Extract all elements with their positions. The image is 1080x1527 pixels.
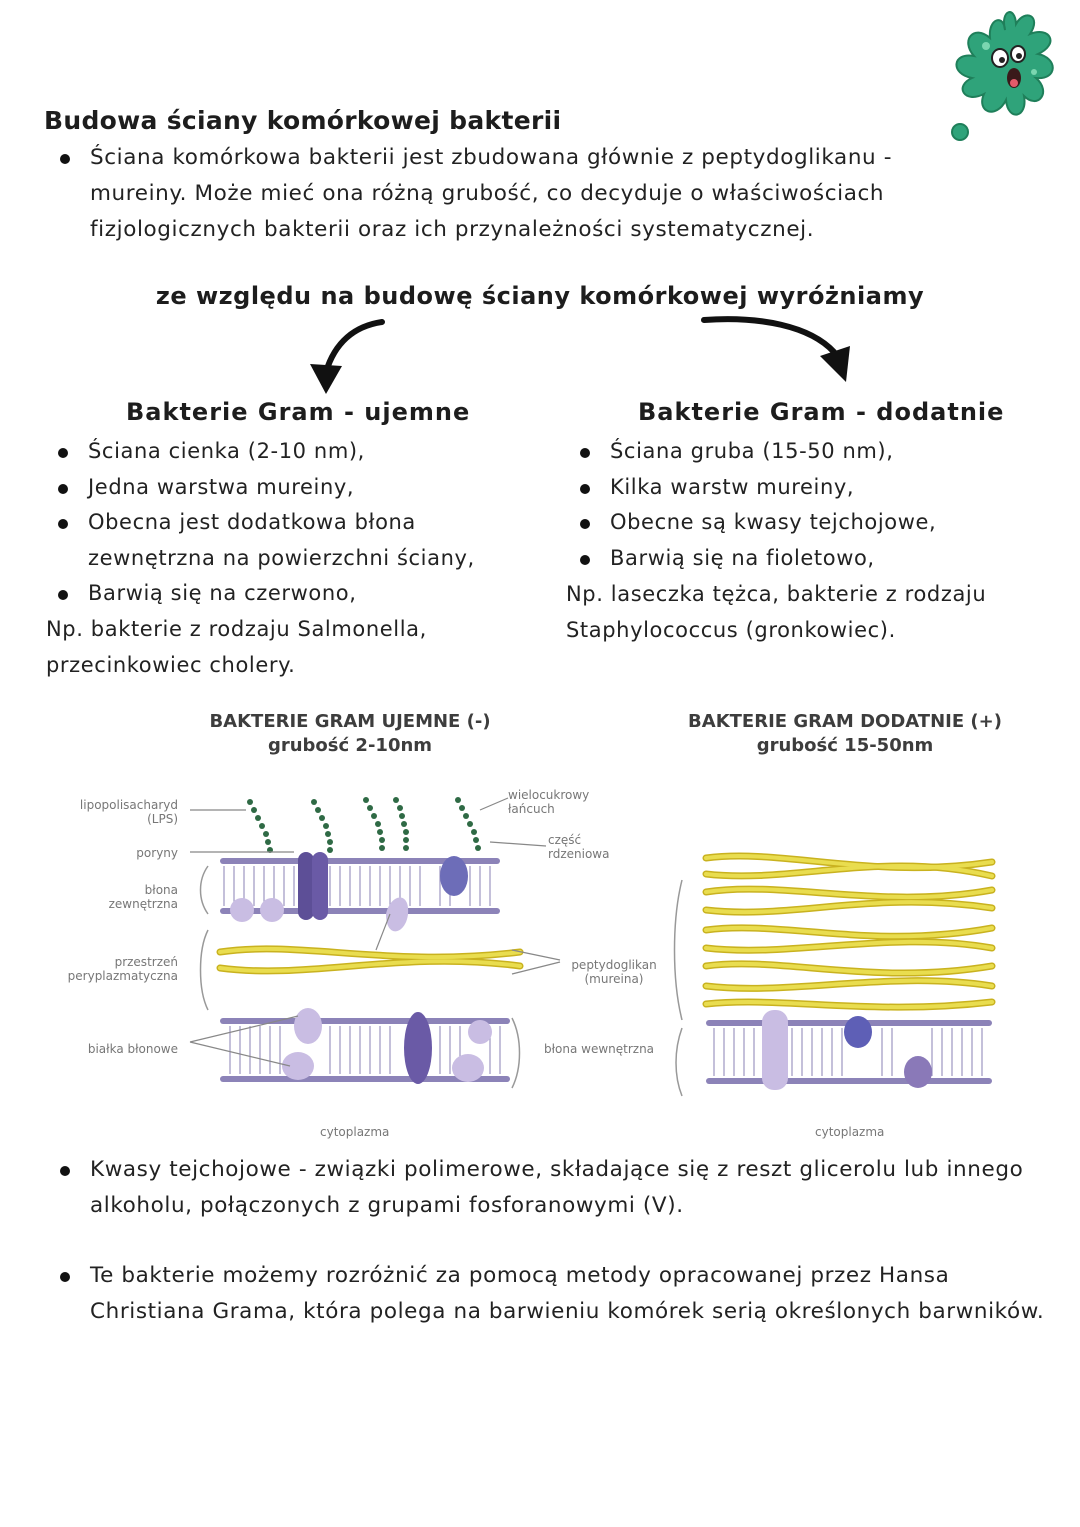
notes-list [60,1152,1050,1224]
list-item: Barwią się na fioletowo, [580,541,1060,577]
label-outer-line1: błona [144,883,178,897]
intro-item: Ściana komórkowa bakterii jest zbudowana głównie z peptydoglikanu - mureiny. Może mieć ona różną grubość, co decyduje o właściwościach fizjologicznych bakterii oraz ich przynależności systematycznej. [60,140,980,248]
gram-positive-title: Bakterie Gram - dodatnie [638,398,1005,426]
figure-pos-title-line: BAKTERIE GRAM DODATNIE (+) [688,711,1002,732]
page-title: Budowa ściany komórkowej bakterii [44,106,562,135]
list-item: Obecna jest dodatkowa błona zewnętrzna na powierzchni ściany, [58,505,528,576]
label-core [548,833,638,861]
label-pg-line2: (mureina) [584,972,644,986]
label-chain-line2: łańcuch [508,802,555,816]
label-lps-line2: (LPS) [147,812,178,826]
figure-pos-title [660,710,1030,758]
gram-negative-title: Bakterie Gram - ujemne [126,398,471,426]
label-inner-membrane: błona wewnętrzna [544,1042,655,1056]
label-core-line1: część [548,833,582,847]
gram-positive-list [580,434,1060,576]
label-porins: poryny [136,846,178,860]
list-item: Obecne są kwasy tejchojowe, [580,505,1060,541]
label-cytoplasm-right: cytoplazma [815,1125,885,1139]
figure-neg-thickness: grubość 2-10nm [267,735,433,756]
gram-positive-example: Np. laseczka tężca, bakterie z rodzaju Staphylococcus (gronkowiec). [566,582,987,642]
figure-neg-title [160,710,540,758]
label-lps [50,798,178,826]
section-subheading: ze względu na budowę ściany komórkowej wyróżniamy [155,282,925,310]
label-peptidoglycan [564,958,664,986]
gram-negative-example: Np. bakterie z rodzaju Salmonella, przecinkowiec cholery. [46,617,427,677]
gram-positive-diagram [672,840,1002,1100]
figure-pos-thickness: grubość 15-50nm [756,735,934,756]
label-membrane-proteins: białka błonowe [87,1042,178,1056]
gram-negative-diagram [190,790,530,1100]
list-item: Barwią się na czerwono, [58,576,528,612]
list-item: Jedna warstwa mureiny, [58,470,528,506]
notes-list-2 [60,1258,1050,1330]
label-periplasm [40,955,178,983]
arrow-left-icon [300,312,400,402]
label-outer-membrane [50,883,178,911]
label-periplasm-line1: przestrzeń [114,955,178,969]
label-periplasm-line2: peryplazmatyczna [67,969,178,983]
label-lps-line1: lipopolisacharyd [79,798,178,812]
arrow-right-icon [700,312,870,392]
label-pg-line1: peptydoglikan [571,958,657,972]
note-item: Kwasy tejchojowe - związki polimerowe, składające się z reszt glicerolu lub innego alkoholu, połączonych z grupami fosforanowymi (V). [60,1152,1050,1224]
label-outer-line2: zewnętrzna [108,897,178,911]
list-item: Kilka warstw mureiny, [580,470,1060,506]
figure-neg-title-line: BAKTERIE GRAM UJEMNE (-) [209,711,491,732]
list-item: Ściana gruba (15-50 nm), [580,434,1060,470]
intro-list [60,140,980,248]
gram-negative-list [58,434,528,612]
note-item: Te bakterie możemy rozróżnić za pomocą metody opracowanej przez Hansa Christiana Grama, która polega na barwieniu komórek serią określonych barwników. [60,1258,1050,1330]
label-chain-line1: wielocukrowy [508,788,590,802]
label-core-line2: rdzeniowa [548,847,610,861]
label-cytoplasm-left: cytoplazma [320,1125,390,1139]
list-item: Ściana cienka (2-10 nm), [58,434,528,470]
